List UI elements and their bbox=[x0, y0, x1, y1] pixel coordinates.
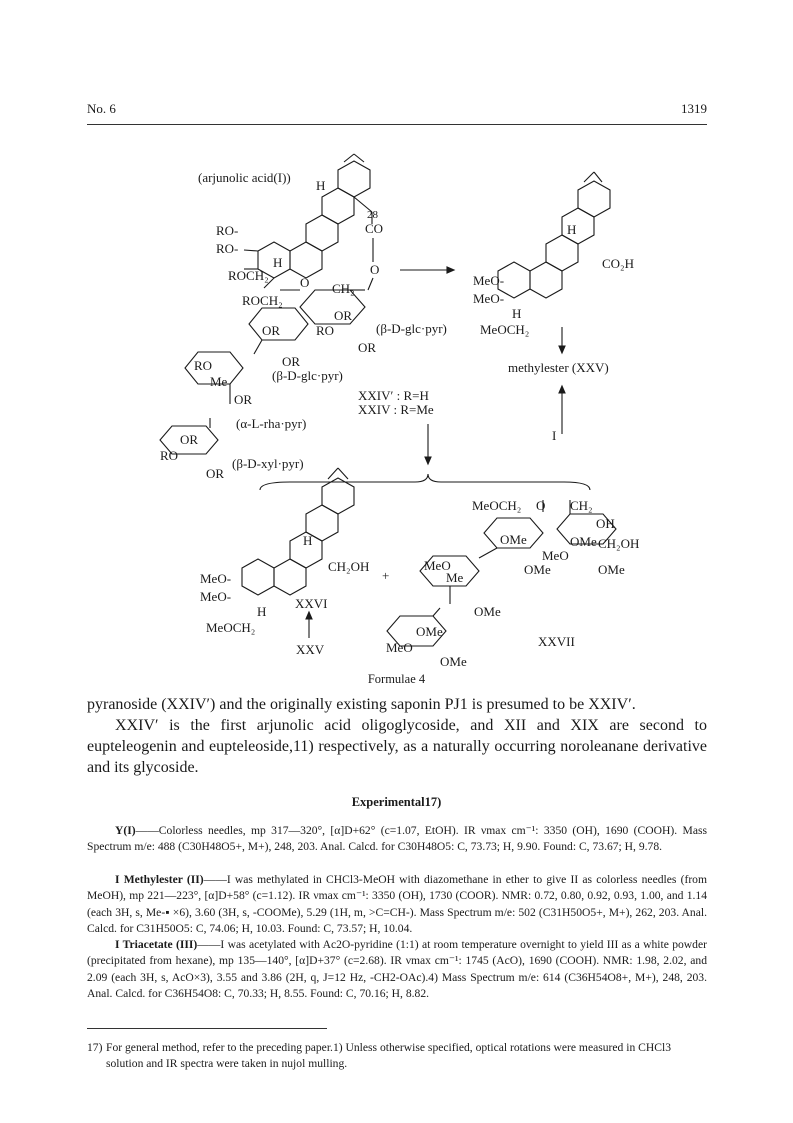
header-rule bbox=[87, 124, 707, 125]
label-meoch2: MeOCH₂ bbox=[472, 498, 522, 513]
label-oh: OH bbox=[596, 516, 615, 531]
label-h: H bbox=[257, 604, 267, 619]
label-ch2: CH₂ bbox=[570, 498, 593, 513]
label-ro: RO bbox=[160, 448, 179, 463]
label-xyl-pyr: (β-D-xyl·pyr) bbox=[232, 456, 304, 471]
entry-text: ——I was methylated in CHCl3-MeOH with diazomethane in ether to give II as colorless needles (from MeOH), mp 221—223°, [α]D+58° (c=1.12). IR νmax cm⁻¹: 3350 (OH), 1730 (COOR). NMR: 0.72, 0.80, 0.92, 0.93, 1.00, and 1.14 (each 3H, s, Me-▪ ×6), 3.60 (3H, s, -COOMe), 5.29 (1H, m, >C=CH-). Mass Spectrum m/e: 502 (C31H50O5+, M+), 262, 203. Anal. Calcd. for C31H50O5: C, 74.06; H, 10.03. Found: C, 73.57; H, 10.04. bbox=[87, 873, 707, 935]
figure-caption: Formulae 4 bbox=[367, 672, 426, 686]
label-or: OR bbox=[234, 392, 253, 407]
label-ro: RO- bbox=[216, 241, 239, 256]
label-ome: OMe bbox=[440, 654, 467, 669]
label-meoch2: MeOCH₂ bbox=[480, 322, 530, 337]
label-o: O bbox=[370, 262, 380, 277]
label-meo: MeO- bbox=[473, 291, 505, 306]
label-meo: MeO- bbox=[200, 571, 232, 586]
entry-text: ——Colorless needles, mp 317—320°, [α]D+62° (c=1.07, EtOH). IR νmax cm⁻¹: 3350 (OH), 1690 (COOH). Mass Spectrum m/e: 488 (C30H48O5+, M+), 248, 203. Anal. Calcd. for C30H48O5: C, 73.73; H, 9.90. Found: C, 73.67; H, 9.78. bbox=[87, 824, 707, 854]
label-ch2oh: CH₂OH bbox=[328, 559, 370, 574]
label-plus: + bbox=[382, 568, 390, 583]
label-ro: RO bbox=[194, 358, 213, 373]
footnote-rule bbox=[87, 1028, 327, 1029]
formulae-figure bbox=[150, 142, 650, 677]
label-glc-pyr: (β-D-glc·pyr) bbox=[272, 368, 343, 383]
label-glc-pyr: (β-D-glc·pyr) bbox=[376, 321, 447, 336]
footnote-text: For general method, refer to the preceding paper.1) Unless otherwise specified, optical rotations were measured in CHCl3 solution and IR spectra were taken in nujol mulling. bbox=[106, 1041, 672, 1070]
label-co2h: CO₂H bbox=[602, 256, 634, 271]
page-number: 1319 bbox=[681, 101, 707, 116]
body-paragraph-1: pyranoside (XXIV′) and the originally existing saponin PJ1 is presumed to be XXIV′. bbox=[87, 696, 636, 713]
label-o: O bbox=[536, 498, 546, 513]
xxvi-structure bbox=[242, 468, 354, 595]
label-ch2oh: CH₂OH bbox=[598, 536, 640, 551]
label-or: OR bbox=[334, 308, 353, 323]
label-i: I bbox=[552, 428, 557, 443]
label-xxiv-prime: XXIV′ : R=H bbox=[358, 388, 429, 403]
entry-label: I Methylester (II) bbox=[115, 873, 204, 886]
body-paragraph-2: XXIV′ is the first arjunolic acid oligoglycoside, and XII and XIX are second to eupteleogenin and eupteleoside,11) respectively, as a naturally occurring noroleanane derivative and its glycoside. bbox=[87, 717, 707, 776]
label-meo: MeO bbox=[424, 558, 451, 573]
label-me: Me bbox=[446, 570, 464, 585]
entry-label: I Triacetate (III) bbox=[115, 938, 198, 951]
label-ome: OMe bbox=[598, 562, 625, 577]
footnote bbox=[87, 1040, 707, 1072]
label-ch2: CH₂ bbox=[332, 281, 355, 296]
label-co: CO bbox=[365, 221, 384, 236]
label-methylester-xxv: methylester (XXV) bbox=[508, 360, 609, 375]
label-ome: OMe bbox=[500, 532, 527, 547]
label-rha-pyr: (α-L-rha·pyr) bbox=[236, 416, 307, 431]
label-or: OR bbox=[206, 466, 225, 481]
label-roch2: ROCH₂ bbox=[228, 268, 269, 283]
label-o: O bbox=[300, 275, 310, 290]
label-or: OR bbox=[358, 340, 377, 355]
label-xxv: XXV bbox=[296, 642, 325, 657]
methylester-precursor-structure bbox=[498, 172, 610, 298]
label-me: Me bbox=[210, 374, 228, 389]
experimental-entry-1 bbox=[87, 823, 707, 856]
label-ome: OMe bbox=[474, 604, 501, 619]
label-roch2: ROCH₂ bbox=[242, 293, 283, 308]
label-or: OR bbox=[282, 354, 301, 369]
label-h: H bbox=[273, 255, 283, 270]
experimental-entry-3 bbox=[87, 937, 707, 1002]
entry-label: Y(I) bbox=[115, 824, 136, 837]
label-ome: OMe bbox=[570, 534, 597, 549]
issue-number: No. 6 bbox=[87, 101, 116, 116]
label-meo: MeO- bbox=[473, 273, 505, 288]
label-ro: RO bbox=[316, 323, 335, 338]
label-meo: MeO bbox=[386, 640, 413, 655]
label-arjunolic: (arjunolic acid(I)) bbox=[198, 170, 291, 185]
label-ome: OMe bbox=[416, 624, 443, 639]
experimental-heading: Experimental17) bbox=[351, 795, 442, 809]
label-ome: OMe bbox=[524, 562, 551, 577]
label-or: OR bbox=[180, 432, 199, 447]
label-h: H bbox=[512, 306, 522, 321]
label-meoch2: MeOCH₂ bbox=[206, 620, 256, 635]
label-ro: RO- bbox=[216, 223, 239, 238]
label-c28: 28 bbox=[367, 209, 378, 221]
label-meo: MeO bbox=[542, 548, 569, 563]
experimental-entry-2 bbox=[87, 872, 707, 937]
label-or: OR bbox=[262, 323, 281, 338]
label-h: H bbox=[303, 533, 313, 548]
label-meo: MeO- bbox=[200, 589, 232, 604]
entry-text: ——I was acetylated with Ac2O-pyridine (1:1) at room temperature overnight to yield III as a white powder (precipitated from hexane), mp 135—140°, [α]D+37° (c=2.68). IR νmax cm⁻¹: 1745 (AcO), 1690 (COOH). NMR: 1.98, 2.02, and 2.09 (each 3H, s, AcO×3), 3.55 and 3.86 (2H, q, J=12 Hz, -CH2-OAc).4) Mass Spectrum m/e: 614 (C36H54O8+, M+), 248, 203. Anal. Calcd. for C36H54O8: C, 70.33; H, 8.55. Found: C, 70.16; H, 8.82. bbox=[87, 938, 707, 1000]
label-xxvi: XXVI bbox=[295, 596, 328, 611]
label-xxiv: XXIV : R=Me bbox=[358, 402, 434, 417]
label-h: H bbox=[316, 178, 326, 193]
label-h: H bbox=[567, 222, 577, 237]
footnote-number: 17) bbox=[87, 1041, 103, 1054]
label-xxvii: XXVII bbox=[538, 634, 575, 649]
